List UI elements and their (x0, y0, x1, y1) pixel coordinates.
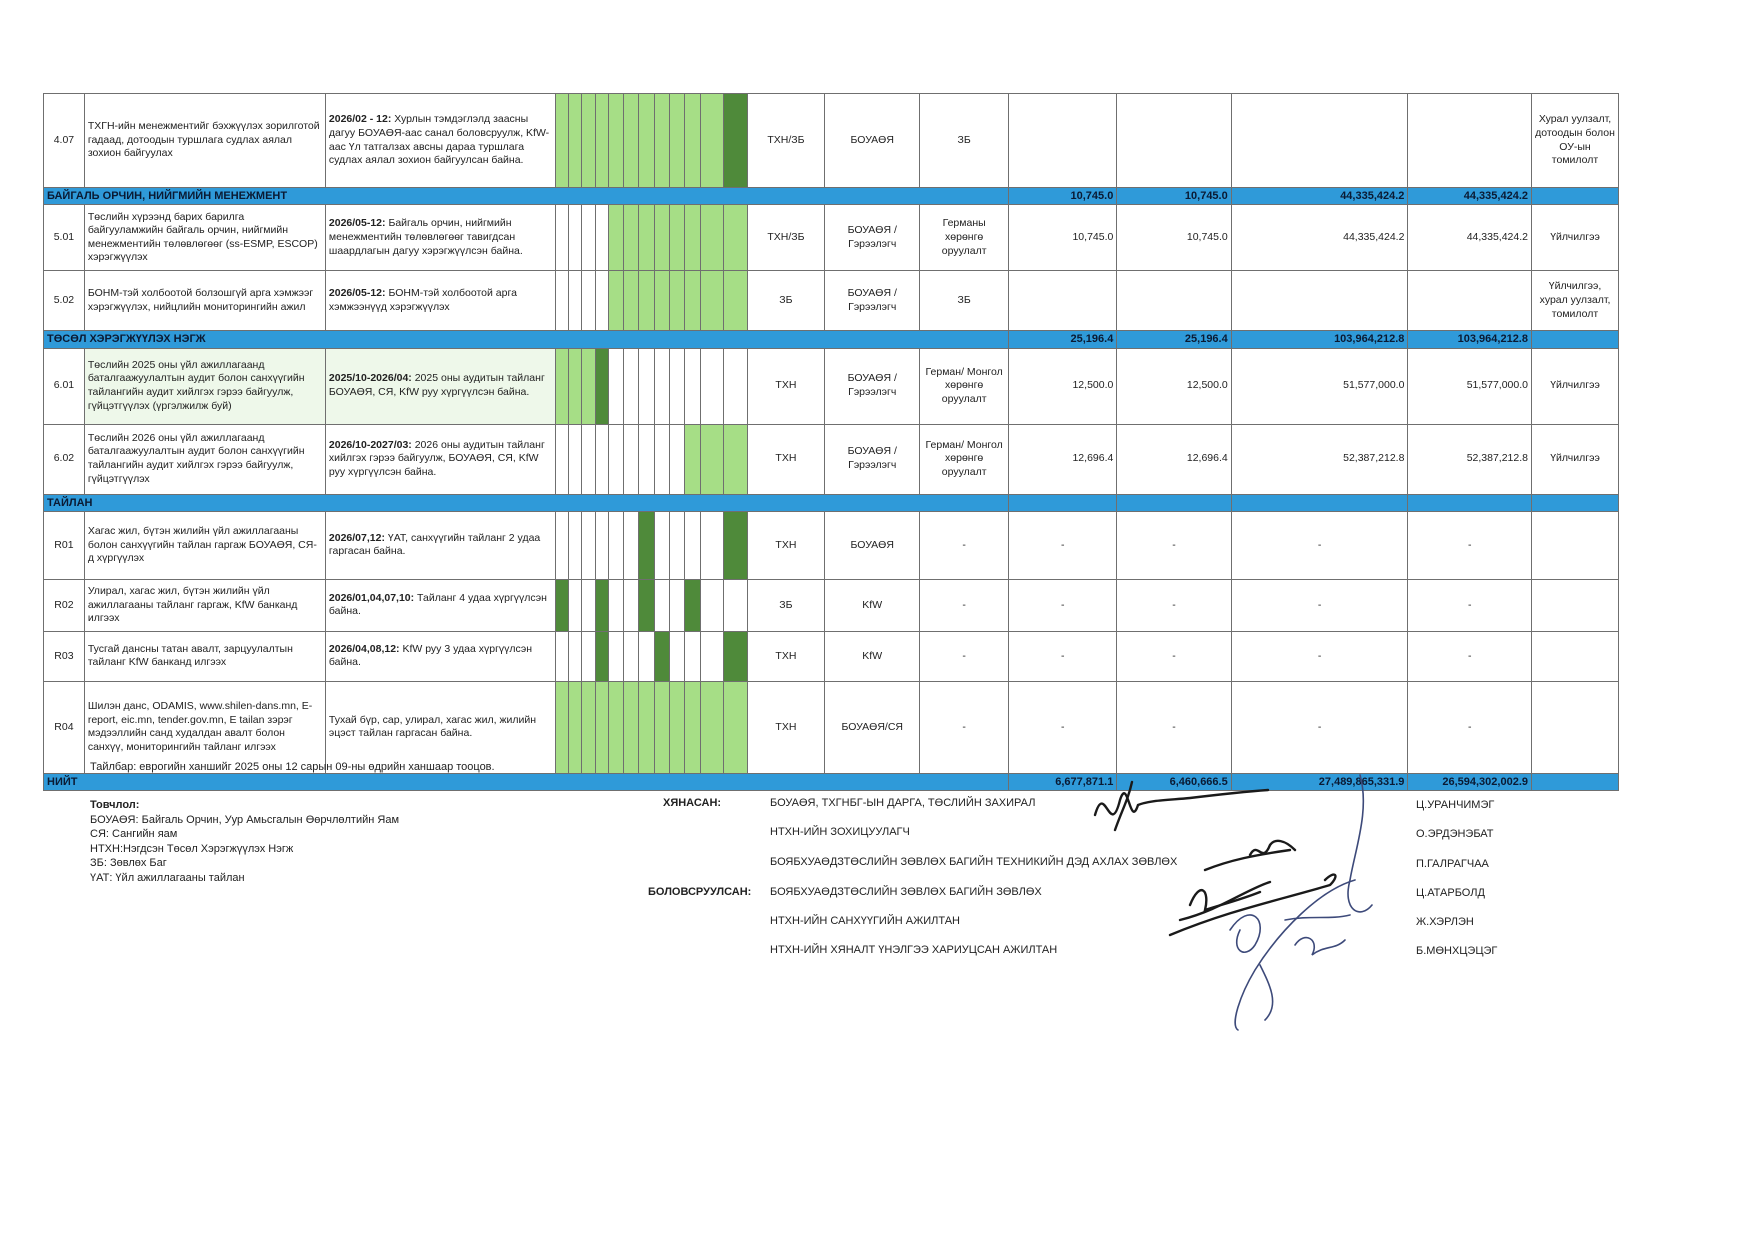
schedule-month-cell (685, 681, 700, 773)
schedule-month-cell (624, 511, 639, 579)
table-row (44, 579, 1619, 631)
activity-description: Тусгай дансны татан авалт, зарцуулалтын тайланг KfW банканд илгээх (84, 631, 325, 681)
partner-organization: БОУАӨЯ (825, 94, 920, 188)
schedule-month-cell (670, 631, 685, 681)
section-value-1: 6,677,871.1 (1009, 773, 1117, 790)
activity-code: 6.02 (44, 424, 85, 494)
schedule-month-cell (639, 348, 654, 424)
result-period: 2025/10-2026/04: (328, 372, 412, 385)
schedule-month-cell (555, 631, 568, 681)
table-row (44, 94, 1619, 188)
responsible-unit: ЗБ (747, 579, 825, 631)
responsible-unit: ТХН/ЗБ (747, 205, 825, 271)
schedule-month-cell (568, 348, 581, 424)
work-plan-table (43, 93, 1619, 791)
budget-value-4: 52,387,212.8 (1408, 424, 1532, 494)
schedule-month-cell (700, 424, 723, 494)
section-value-3: 44,335,424.2 (1231, 188, 1408, 205)
section-header-row (44, 494, 1619, 511)
funding-source: - (920, 511, 1009, 579)
schedule-month-cell (608, 271, 623, 331)
schedule-month-cell (624, 681, 639, 773)
expected-result (325, 271, 555, 331)
abbreviation-item: СЯ: Сангийн яам (90, 828, 178, 840)
activity-code: 6.01 (44, 348, 85, 424)
budget-value-2: - (1117, 579, 1231, 631)
funding-source: - (920, 681, 1009, 773)
budget-value-1 (1009, 94, 1117, 188)
table-row (44, 271, 1619, 331)
budget-value-4 (1408, 94, 1532, 188)
result-text: Тухай бүр, сар, улирал, хагас жил, жилийн эцэст тайлан гаргасан байна. (328, 713, 537, 740)
schedule-month-cell (639, 271, 654, 331)
position-5: НТХН-ИЙН САНХҮҮГИЙН АЖИЛТАН (770, 915, 960, 927)
section-value-2: 6,460,666.5 (1117, 773, 1231, 790)
schedule-month-cell (724, 271, 747, 331)
schedule-month-cell (624, 94, 639, 188)
activity-description: Шилэн данс, ODAMIS, www.shilen-dans.mn, E-report, eic.mn, tender.gov.mn, E tailan зэрэг мэдээллийн санд худалдан авалт болон санхүү, мониторингийн тайланг илгээх (84, 681, 325, 773)
activity-description: ТХГН-ийн менежментийг бэхжүүлэх зорилготой гадаад, дотоодын туршлага судлах аялал зохион байгуулах (84, 94, 325, 188)
schedule-month-cell (639, 579, 654, 631)
section-value-3 (1231, 494, 1408, 511)
partner-organization: БОУАӨЯ / Гэрээлэгч (825, 271, 920, 331)
expected-result (325, 631, 555, 681)
schedule-month-cell (608, 424, 623, 494)
abbreviation-item: БОУАӨЯ: Байгаль Орчин, Уур Амьсгалын Өөрчлөлтийн Яам (90, 813, 400, 826)
expected-result (325, 348, 555, 424)
budget-value-3: - (1231, 681, 1408, 773)
schedule-month-cell (582, 424, 595, 494)
funding-source: Герман/ Монгол хөрөнгө оруулалт (920, 348, 1009, 424)
schedule-month-cell (639, 681, 654, 773)
schedule-month-cell (670, 205, 685, 271)
partner-organization: БОУАӨЯ (825, 511, 920, 579)
budget-value-3: 51,577,000.0 (1231, 348, 1408, 424)
schedule-month-cell (555, 511, 568, 579)
activity-code: 5.01 (44, 205, 85, 271)
schedule-month-cell (624, 631, 639, 681)
schedule-month-cell (654, 579, 669, 631)
schedule-month-cell (595, 94, 608, 188)
activity-type-note: Хурал уулзалт, дотоодын болон ОУ-ын томилолт (1532, 94, 1619, 188)
partner-organization: БОУАӨЯ/СЯ (825, 681, 920, 773)
abbreviations-title: Товчлол: (90, 799, 140, 811)
schedule-month-cell (700, 348, 723, 424)
section-value-2: 25,196.4 (1117, 331, 1231, 348)
expected-result (325, 681, 555, 773)
schedule-month-cell (685, 579, 700, 631)
section-value-4: 103,964,212.8 (1408, 331, 1532, 348)
schedule-month-cell (639, 94, 654, 188)
expected-result (325, 205, 555, 271)
activity-type-note (1532, 579, 1619, 631)
activity-code: R01 (44, 511, 85, 579)
activity-description: Хагас жил, бүтэн жилийн үйл ажиллагааны болон санхүүгийн тайлан гаргаж БОУАӨЯ, СЯ-д хүргүүлэх (84, 511, 325, 579)
schedule-month-cell (582, 348, 595, 424)
section-title: НИЙТ (44, 773, 1009, 790)
budget-value-2: 12,500.0 (1117, 348, 1231, 424)
result-period: 2026/01,04,07,10: (328, 591, 415, 604)
schedule-month-cell (700, 271, 723, 331)
activity-type-note: Үйлчилгээ (1532, 205, 1619, 271)
budget-value-4: - (1408, 681, 1532, 773)
schedule-month-cell (670, 348, 685, 424)
section-value-1 (1009, 494, 1117, 511)
partner-organization: БОУАӨЯ / Гэрээлэгч (825, 424, 920, 494)
budget-value-1 (1009, 271, 1117, 331)
schedule-month-cell (700, 205, 723, 271)
responsible-unit: ЗБ (747, 271, 825, 331)
table-row (44, 511, 1619, 579)
name-3: П.ГАЛРАГЧАА (1416, 858, 1489, 870)
section-header-row (44, 188, 1619, 205)
schedule-month-cell (639, 511, 654, 579)
section-value-4: 26,594,302,002.9 (1408, 773, 1532, 790)
schedule-month-cell (608, 579, 623, 631)
schedule-month-cell (608, 511, 623, 579)
position-3: БОЯБХУАӨДЗТӨСЛИЙН ЗӨВЛӨХ БАГИЙН ТЕХНИКИЙН ДЭД АХЛАХ ЗӨВЛӨХ (770, 856, 1178, 868)
handwritten-signatures (1080, 770, 1500, 1040)
name-1: Ц.УРАНЧИМЭГ (1416, 799, 1495, 811)
section-title: ТАЙЛАН (44, 494, 1009, 511)
schedule-month-cell (568, 205, 581, 271)
position-4: БОЯБХУАӨДЗТӨСЛИЙН ЗӨВЛӨХ БАГИЙН ЗӨВЛӨХ (770, 886, 1042, 898)
section-value-1: 25,196.4 (1009, 331, 1117, 348)
budget-value-4: - (1408, 631, 1532, 681)
schedule-month-cell (608, 348, 623, 424)
schedule-month-cell (582, 631, 595, 681)
schedule-month-cell (654, 348, 669, 424)
budget-value-3: 44,335,424.2 (1231, 205, 1408, 271)
result-period: 2026/04,08,12: (328, 642, 400, 655)
schedule-month-cell (724, 424, 747, 494)
budget-value-2: - (1117, 631, 1231, 681)
budget-value-4: - (1408, 579, 1532, 631)
result-text: Хурлын тэмдэглэлд заасны дагуу БОУАӨЯ-аас санал боловсруулж, KfW-аас Үл татгалзах авсны дараа туршлага судлах аялал зохион байгуулсан байна. (328, 113, 550, 167)
abbreviation-item: НТХН:Нэгдсэн Төсөл Хэрэгжүүлэх Нэгж (90, 842, 294, 855)
funding-source: Германы хөрөнгө оруулалт (920, 205, 1009, 271)
section-value-1: 10,745.0 (1009, 188, 1117, 205)
section-value-4 (1408, 494, 1532, 511)
schedule-month-cell (555, 205, 568, 271)
schedule-month-cell (595, 631, 608, 681)
schedule-month-cell (639, 205, 654, 271)
result-text: KfW руу 3 удаа хүргүүлсэн байна. (328, 642, 533, 669)
budget-value-2 (1117, 94, 1231, 188)
activity-type-note: Үйлчилгээ (1532, 348, 1619, 424)
schedule-month-cell (595, 348, 608, 424)
work-plan-body (44, 94, 1619, 791)
schedule-month-cell (724, 579, 747, 631)
budget-value-3: - (1231, 579, 1408, 631)
schedule-month-cell (670, 681, 685, 773)
activity-code: 4.07 (44, 94, 85, 188)
responsible-unit: ТХН (747, 511, 825, 579)
schedule-month-cell (568, 579, 581, 631)
schedule-month-cell (654, 424, 669, 494)
schedule-month-cell (555, 424, 568, 494)
schedule-month-cell (724, 94, 747, 188)
expected-result (325, 94, 555, 188)
schedule-month-cell (654, 94, 669, 188)
schedule-month-cell (582, 94, 595, 188)
position-6: НТХН-ИЙН ХЯНАЛТ ҮНЭЛГЭЭ ХАРИУЦСАН АЖИЛТАН (770, 944, 1058, 956)
budget-value-3: - (1231, 631, 1408, 681)
schedule-month-cell (670, 424, 685, 494)
schedule-month-cell (555, 271, 568, 331)
section-value-3: 103,964,212.8 (1231, 331, 1408, 348)
name-2: О.ЭРДЭНЭБАТ (1416, 828, 1494, 840)
result-period: 2026/02 - 12: (328, 113, 392, 126)
abbreviation-item: ЗБ: Зөвлөх Баг (90, 857, 167, 869)
budget-value-2: - (1117, 511, 1231, 579)
schedule-month-cell (654, 511, 669, 579)
abbreviations-block (90, 798, 399, 885)
schedule-month-cell (555, 681, 568, 773)
activity-description: Улирал, хагас жил, бүтэн жилийн үйл ажиллагааны тайланг гаргаж, KfW банканд илгээх (84, 579, 325, 631)
schedule-month-cell (582, 271, 595, 331)
schedule-month-cell (700, 681, 723, 773)
schedule-month-cell (568, 94, 581, 188)
partner-organization: KfW (825, 631, 920, 681)
schedule-month-cell (608, 94, 623, 188)
activity-code: R04 (44, 681, 85, 773)
schedule-month-cell (670, 94, 685, 188)
schedule-month-cell (624, 348, 639, 424)
schedule-month-cell (724, 631, 747, 681)
schedule-month-cell (685, 348, 700, 424)
budget-value-4: - (1408, 511, 1532, 579)
section-header-row (44, 331, 1619, 348)
section-value-4: 44,335,424.2 (1408, 188, 1532, 205)
name-5: Ж.ХЭРЛЭН (1416, 916, 1474, 928)
schedule-month-cell (639, 631, 654, 681)
budget-value-1: 12,500.0 (1009, 348, 1117, 424)
schedule-month-cell (670, 511, 685, 579)
expected-result (325, 579, 555, 631)
schedule-month-cell (724, 205, 747, 271)
schedule-month-cell (700, 579, 723, 631)
activity-code: R03 (44, 631, 85, 681)
schedule-month-cell (568, 271, 581, 331)
schedule-month-cell (568, 681, 581, 773)
position-1: БОУАӨЯ, ТХГНБГ-ЫН ДАРГА, ТӨСЛИЙН ЗАХИРАЛ (770, 797, 1036, 809)
position-2: НТХН-ИЙН ЗОХИЦУУЛАГЧ (770, 826, 910, 838)
section-value-2 (1117, 494, 1231, 511)
section-empty-cell (1532, 188, 1619, 205)
schedule-month-cell (654, 631, 669, 681)
funding-source: - (920, 631, 1009, 681)
responsible-unit: ТХН (747, 424, 825, 494)
budget-value-1: - (1009, 579, 1117, 631)
prepared-label: БОЛОВСРУУЛСАН: (648, 886, 752, 898)
budget-value-1: - (1009, 511, 1117, 579)
activity-type-note: Үйлчилгээ, хурал уулзалт, томилолт (1532, 271, 1619, 331)
funding-source: ЗБ (920, 94, 1009, 188)
schedule-month-cell (685, 205, 700, 271)
result-text: Байгаль орчин, нийгмийн менежментийн төлөвлөгөөг тавигдсан шаардлагын дагуу хэрэгжүүлсэн байна. (328, 217, 523, 257)
activity-code: 5.02 (44, 271, 85, 331)
section-empty-cell (1532, 331, 1619, 348)
budget-value-2: 12,696.4 (1117, 424, 1231, 494)
partner-organization: KfW (825, 579, 920, 631)
schedule-month-cell (654, 271, 669, 331)
schedule-month-cell (595, 271, 608, 331)
budget-value-4: 51,577,000.0 (1408, 348, 1532, 424)
schedule-month-cell (700, 631, 723, 681)
responsible-unit: ТХН/ЗБ (747, 94, 825, 188)
schedule-month-cell (724, 348, 747, 424)
schedule-month-cell (595, 424, 608, 494)
responsible-unit: ТХН (747, 348, 825, 424)
name-4: Ц.АТАРБОЛД (1416, 887, 1485, 899)
result-text: БОНМ-тэй холбоотой арга хэмжээнүүд хэрэгжүүлэх (328, 287, 517, 313)
budget-value-3: 52,387,212.8 (1231, 424, 1408, 494)
activity-description: Төслийн хүрээнд барих барилга байгууламжийн байгаль орчин, нийгмийн менежментийн төлөвлөгөөг (ss-ESMP, ESCOP) хэрэгжүүлэх (84, 205, 325, 271)
approved-label: ХЯНАСАН: (663, 797, 722, 809)
schedule-month-cell (624, 579, 639, 631)
activity-description: Төслийн 2026 оны үйл ажиллагаанд баталгаажуулалтын аудит болон санхүүгийн тайлангийн аудит хийлгэх гэрээ байгуулж, гүйцэтгүүлэх (84, 424, 325, 494)
result-period: 2026/05-12: (328, 217, 386, 230)
budget-value-2 (1117, 271, 1231, 331)
abbreviation-item: ҮАТ: Үйл ажиллагааны тайлан (90, 871, 245, 884)
schedule-month-cell (685, 271, 700, 331)
section-empty-cell (1532, 494, 1619, 511)
partner-organization: БОУАӨЯ / Гэрээлэгч (825, 205, 920, 271)
activity-type-note (1532, 511, 1619, 579)
schedule-month-cell (568, 511, 581, 579)
funding-source: Герман/ Монгол хөрөнгө оруулалт (920, 424, 1009, 494)
schedule-month-cell (685, 94, 700, 188)
responsible-unit: ТХН (747, 631, 825, 681)
budget-value-3 (1231, 94, 1408, 188)
schedule-month-cell (568, 631, 581, 681)
expected-result (325, 511, 555, 579)
activity-type-note (1532, 631, 1619, 681)
schedule-month-cell (582, 205, 595, 271)
schedule-month-cell (555, 579, 568, 631)
budget-value-1: - (1009, 631, 1117, 681)
activity-code: R02 (44, 579, 85, 631)
schedule-month-cell (685, 424, 700, 494)
budget-value-3 (1231, 271, 1408, 331)
table-row (44, 205, 1619, 271)
schedule-month-cell (670, 579, 685, 631)
schedule-month-cell (555, 94, 568, 188)
budget-value-4: 44,335,424.2 (1408, 205, 1532, 271)
expected-result (325, 424, 555, 494)
responsible-unit: ТХН (747, 681, 825, 773)
schedule-month-cell (670, 271, 685, 331)
schedule-month-cell (608, 631, 623, 681)
table-row (44, 631, 1619, 681)
result-text: 2026 оны аудитын тайланг хийлгэх гэрээ байгуулж, БОУАӨЯ, СЯ, KfW руу хүргүүлсэн байна. (328, 438, 545, 478)
schedule-month-cell (624, 205, 639, 271)
funding-source: ЗБ (920, 271, 1009, 331)
schedule-month-cell (654, 681, 669, 773)
schedule-month-cell (582, 511, 595, 579)
schedule-month-cell (595, 511, 608, 579)
partner-organization: БОУАӨЯ / Гэрээлэгч (825, 348, 920, 424)
schedule-month-cell (608, 681, 623, 773)
budget-value-1: - (1009, 681, 1117, 773)
section-title: ТӨСӨЛ ХЭРЭГЖҮҮЛЭХ НЭГЖ (44, 331, 1009, 348)
name-6: Б.МӨНХЦЭЦЭГ (1416, 945, 1498, 957)
budget-value-2: 10,745.0 (1117, 205, 1231, 271)
schedule-month-cell (624, 271, 639, 331)
schedule-month-cell (685, 631, 700, 681)
table-row (44, 348, 1619, 424)
schedule-month-cell (724, 511, 747, 579)
result-period: 2026/10-2027/03: (328, 438, 412, 451)
activity-description: БОНМ-тэй холбоотой болзошгүй арга хэмжээг хэрэгжүүлэх, нийцлийн мониторингийн ажил (84, 271, 325, 331)
schedule-month-cell (568, 424, 581, 494)
schedule-month-cell (724, 681, 747, 773)
section-title: БАЙГАЛЬ ОРЧИН, НИЙГМИЙН МЕНЕЖМЕНТ (44, 188, 1009, 205)
section-value-3: 27,489,865,331.9 (1231, 773, 1408, 790)
table-row (44, 424, 1619, 494)
budget-value-3: - (1231, 511, 1408, 579)
section-value-2: 10,745.0 (1117, 188, 1231, 205)
result-text: 2025 оны аудитын тайланг БОУАӨЯ, СЯ, KfW руу хүргүүлсэн байна. (328, 372, 545, 399)
funding-source: - (920, 579, 1009, 631)
schedule-month-cell (555, 348, 568, 424)
schedule-month-cell (582, 579, 595, 631)
schedule-month-cell (595, 681, 608, 773)
budget-value-1: 12,696.4 (1009, 424, 1117, 494)
schedule-month-cell (700, 94, 723, 188)
schedule-month-cell (595, 579, 608, 631)
schedule-month-cell (624, 424, 639, 494)
schedule-month-cell (595, 205, 608, 271)
budget-value-4 (1408, 271, 1532, 331)
activity-description: Төслийн 2025 оны үйл ажиллагаанд баталгаажуулалтын аудит болон санхүүгийн тайлангийн аудит хийлгэх гэрээ байгуулж, гүйцэтгүүлэх (үргэлжилж буй) (84, 348, 325, 424)
table-row (44, 681, 1619, 773)
result-text: ҮАТ, санхүүгийн тайланг 2 удаа гаргасан байна. (328, 531, 541, 558)
schedule-month-cell (685, 511, 700, 579)
activity-type-note (1532, 681, 1619, 773)
budget-value-1: 10,745.0 (1009, 205, 1117, 271)
result-period: 2026/07,12: (328, 531, 385, 544)
result-period: 2026/05-12: (328, 287, 386, 300)
schedule-month-cell (700, 511, 723, 579)
schedule-month-cell (639, 424, 654, 494)
budget-value-2: - (1117, 681, 1231, 773)
section-empty-cell (1532, 773, 1619, 790)
result-text: Тайланг 4 удаа хүргүүлсэн байна. (328, 591, 547, 618)
schedule-month-cell (608, 205, 623, 271)
schedule-month-cell (654, 205, 669, 271)
activity-type-note: Үйлчилгээ (1532, 424, 1619, 494)
schedule-month-cell (582, 681, 595, 773)
exchange-rate-note: Тайлбар: еврогийн ханшийг 2025 оны 12 сарын 09-ны өдрийн ханшаар тооцов. (90, 761, 495, 773)
